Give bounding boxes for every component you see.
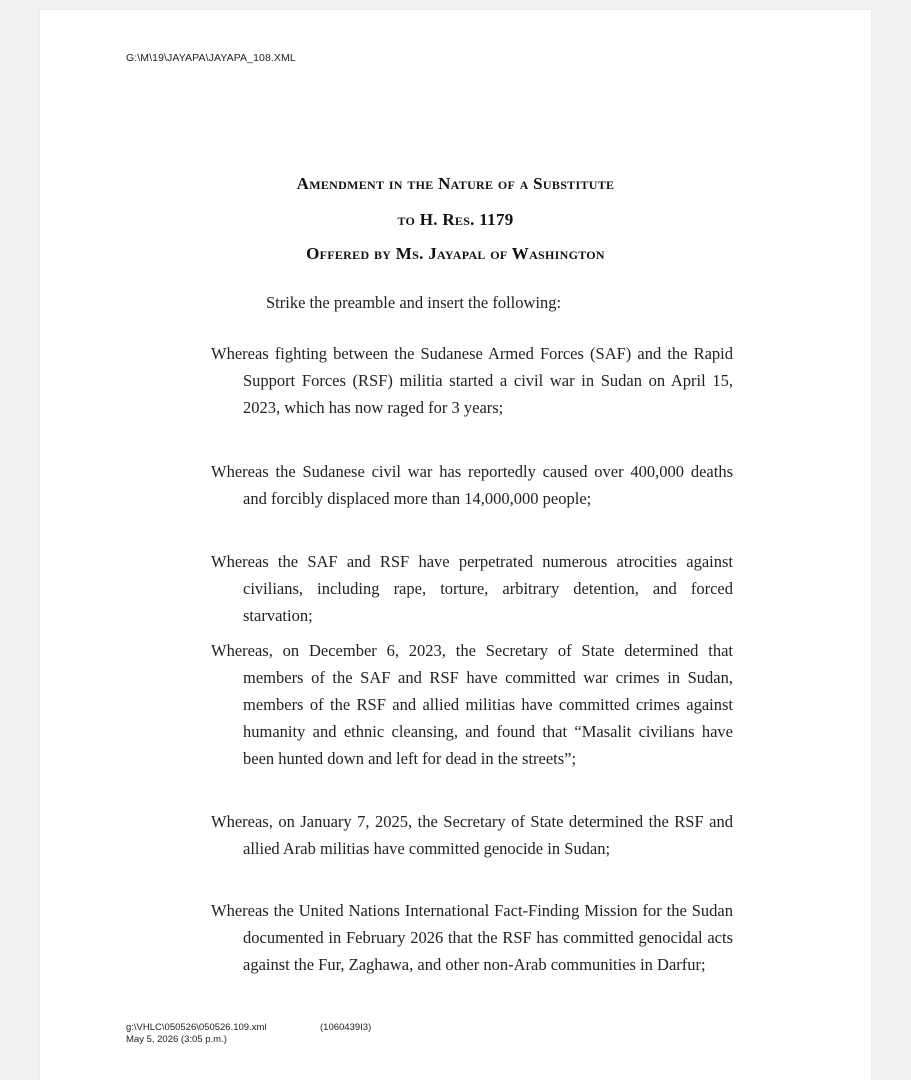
whereas-clause: Whereas the SAF and RSF have perpetrated numerous atrocities against civilians, including rape, torture, arbitrary detention, and forced starvation; (211, 552, 733, 625)
file-path-header: G:\M\19\JAYAPA\JAYAPA_108.XML (126, 52, 296, 64)
footer-file-info (126, 1022, 267, 1046)
footer-timestamp: May 5, 2026 (3:05 p.m.) (126, 1034, 227, 1045)
whereas-clause: Whereas the United Nations International Fact-Finding Mission for the Sudan documented in February 2026 that the RSF has committed genocidal acts against the Fur, Zaghawa, and other non-Arab communities in Darfur; (211, 901, 733, 974)
strike-instruction: Strike the preamble and insert the following: (266, 293, 562, 312)
whereas-clause: Whereas, on December 6, 2023, the Secretary of State determined that members of the SAF and RSF have committed war crimes in Sudan, members of the RSF and allied militias have committed crimes against humanity and ethnic cleansing, and found that “Masalit civilians have been hunted down and left for dead in the streets”; (211, 641, 733, 768)
footer-doc-code: (1060439I3) (320, 1022, 372, 1033)
document-page (40, 10, 871, 1080)
whereas-clause: Whereas fighting between the Sudanese Armed Forces (SAF) and the Rapid Support Forces (RSF) militia started a civil war in Sudan on April 15, 2023, which has now raged for 3 years; (211, 344, 733, 417)
whereas-clause: Whereas the Sudanese civil war has reportedly caused over 400,000 deaths and forcibly displaced more than 14,000,000 people; (211, 462, 733, 508)
amendment-title-line-2: to H. Res. 1179 (397, 210, 514, 229)
footer-file-ref: g:\VHLC\050526\050526.109.xml (126, 1022, 267, 1033)
amendment-title-line-3: Offered by Ms. Jayapal of Washington (306, 244, 605, 263)
amendment-title-line-1: Amendment in the Nature of a Substitute (296, 174, 615, 193)
whereas-clause: Whereas, on January 7, 2025, the Secretary of State determined the RSF and allied Arab militias have committed genocide in Sudan; (211, 812, 733, 858)
